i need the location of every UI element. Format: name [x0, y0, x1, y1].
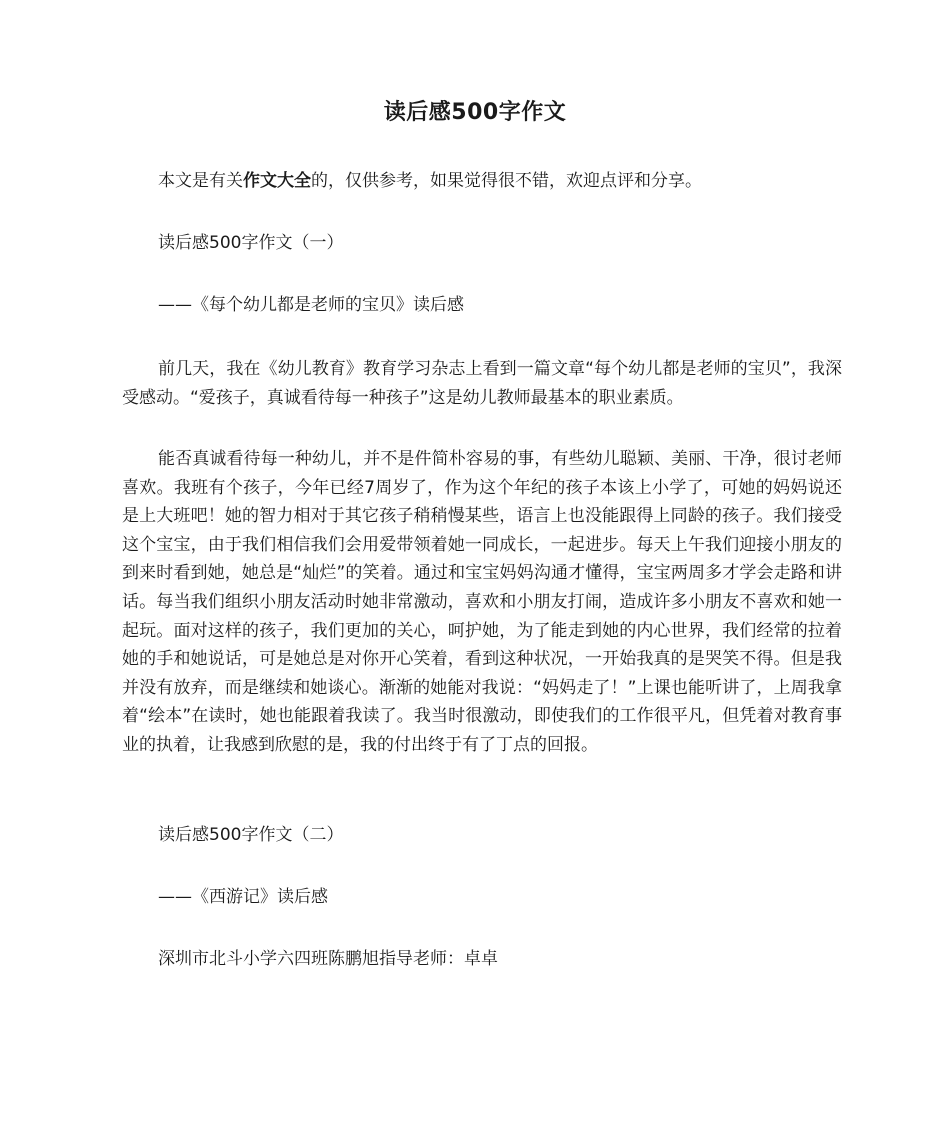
section-2-subtitle: ——《西游记》读后感 — [158, 887, 328, 907]
intro-prefix: 本文是有关 — [158, 171, 243, 191]
intro-line — [158, 168, 702, 194]
section-1-heading: 读后感500字作文（一） — [158, 233, 344, 253]
intro-suffix: 的，仅供参考，如果觉得很不错，欢迎点评和分享。 — [311, 171, 702, 191]
section-1-subtitle: ——《每个幼儿都是老师的宝贝》读后感 — [158, 295, 464, 315]
page-title: 读后感500字作文 — [383, 100, 567, 125]
intro-link-essay-collection: 作文大全 — [243, 171, 311, 191]
section-2-author: 深圳市北斗小学六四班陈鹏旭指导老师：卓卓 — [158, 949, 498, 969]
section-1-paragraph-1: 前几天，我在《幼儿教育》教育学习杂志上看到一篇文章“每个幼儿都是老师的宝贝”，我深受感动。“爱孩子，真诚看待每一种孩子”这是幼儿教师最基本的职业素质。 — [122, 359, 842, 408]
section-1-paragraph-2: 能否真诚看待每一种幼儿，并不是件简朴容易的事，有些幼儿聪颖、美丽、干净，很讨老师喜欢。我班有个孩子，今年已经7周岁了，作为这个年纪的孩子本该上小学了，可她的妈妈说还是上大班吧！她的智力相对于其它孩子稍稍慢某些，语言上也没能跟得上同龄的孩子。我们接受这个宝宝，由于我们相信我们会用爱带领着她一同成长，一起进步。每天上午我们迎接小朋友的到来时看到她，她总是“灿烂”的笑着。通过和宝宝妈妈沟通才懂得，宝宝两周多才学会走路和讲话。每当我们组织小朋友活动时她非常激动，喜欢和小朋友打闹，造成许多小朋友不喜欢和她一起玩。面对这样的孩子，我们更加的关心，呵护她，为了能走到她的内心世界，我们经常的拉着她的手和她说话，可是她总是对你开心笑着，看到这种状况，一开始我真的是哭笑不得。但是我并没有放弃，而是继续和她谈心。渐渐的她能对我说：“妈妈走了！”上课也能听讲了，上周我拿着“绘本”在读时，她也能跟着我读了。我当时很激动，即使我们的工作很平凡，但凭着对教育事业的执着，让我感到欣慰的是，我的付出终于有了丁点的回报。 — [122, 449, 842, 755]
section-2-heading: 读后感500字作文（二） — [158, 825, 344, 845]
